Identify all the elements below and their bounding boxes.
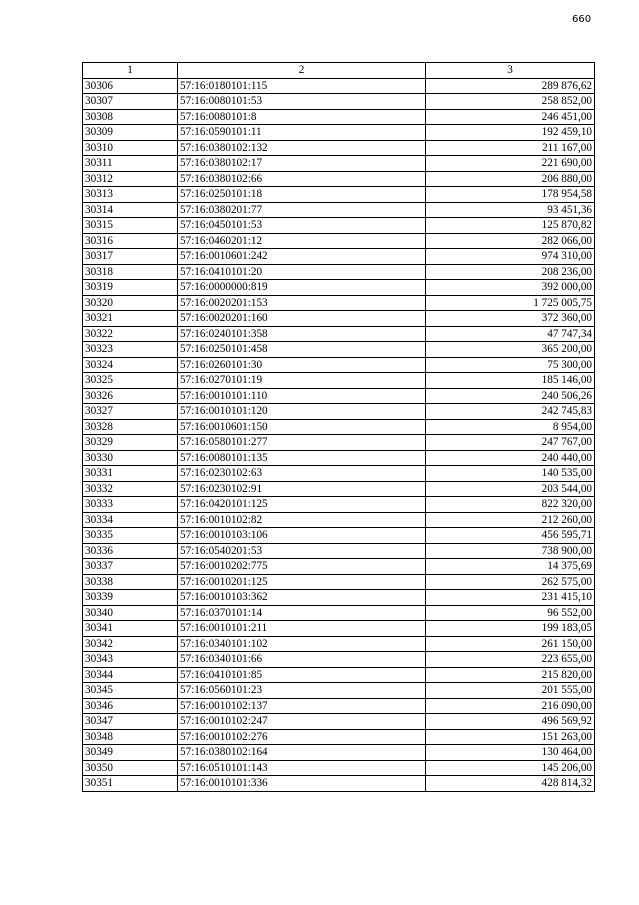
cadastral-number-cell: 57:16:0020201:160 [178, 311, 426, 327]
row-number-cell: 30308 [83, 109, 178, 125]
table-row [83, 249, 595, 265]
table-row [83, 109, 595, 125]
row-number-cell: 30346 [83, 698, 178, 714]
row-number-cell: 30337 [83, 559, 178, 575]
table-row [83, 745, 595, 761]
table-row [83, 280, 595, 296]
row-number-cell: 30350 [83, 760, 178, 776]
cadastral-number-cell: 57:16:0380201:77 [178, 202, 426, 218]
table-row [83, 528, 595, 544]
row-number-cell: 30316 [83, 233, 178, 249]
value-cell: 1 725 005,75 [426, 295, 595, 311]
cadastral-number-cell: 57:16:0000000:819 [178, 280, 426, 296]
cadastral-number-cell: 57:16:0380102:164 [178, 745, 426, 761]
row-number-cell: 30330 [83, 450, 178, 466]
cadastral-number-cell: 57:16:0420101:125 [178, 497, 426, 513]
row-number-cell: 30322 [83, 326, 178, 342]
cadastral-number-cell: 57:16:0010101:110 [178, 388, 426, 404]
cadastral-number-cell: 57:16:0010201:125 [178, 574, 426, 590]
value-cell: 822 320,00 [426, 497, 595, 513]
cadastral-number-cell: 57:16:0010102:276 [178, 729, 426, 745]
value-cell: 145 206,00 [426, 760, 595, 776]
table-row [83, 342, 595, 358]
cadastral-number-cell: 57:16:0010101:211 [178, 621, 426, 637]
value-cell: 151 263,00 [426, 729, 595, 745]
table-row [83, 776, 595, 792]
value-cell: 262 575,00 [426, 574, 595, 590]
value-cell: 392 000,00 [426, 280, 595, 296]
cadastral-number-cell: 57:16:0010102:82 [178, 512, 426, 528]
row-number-cell: 30338 [83, 574, 178, 590]
cadastral-number-cell: 57:16:0010601:150 [178, 419, 426, 435]
cadastral-number-cell: 57:16:0410101:20 [178, 264, 426, 280]
table-row [83, 218, 595, 234]
cadastral-number-cell: 57:16:0580101:277 [178, 435, 426, 451]
value-cell: 96 552,00 [426, 605, 595, 621]
table-row [83, 450, 595, 466]
table-row [83, 543, 595, 559]
table-row [83, 636, 595, 652]
value-cell: 216 090,00 [426, 698, 595, 714]
table-row [83, 605, 595, 621]
value-cell: 93 451,36 [426, 202, 595, 218]
row-number-cell: 30317 [83, 249, 178, 265]
row-number-cell: 30314 [83, 202, 178, 218]
row-number-cell: 30318 [83, 264, 178, 280]
cadastral-number-cell: 57:16:0230102:63 [178, 466, 426, 482]
table-row [83, 187, 595, 203]
cadastral-number-cell: 57:16:0260101:30 [178, 357, 426, 373]
value-cell: 192 459,10 [426, 125, 595, 141]
value-cell: 203 544,00 [426, 481, 595, 497]
row-number-cell: 30342 [83, 636, 178, 652]
value-cell: 246 451,00 [426, 109, 595, 125]
value-cell: 208 236,00 [426, 264, 595, 280]
row-number-cell: 30309 [83, 125, 178, 141]
value-cell: 8 954,00 [426, 419, 595, 435]
column-header-1: 1 [83, 63, 178, 79]
row-number-cell: 30306 [83, 78, 178, 94]
row-number-cell: 30348 [83, 729, 178, 745]
row-number-cell: 30334 [83, 512, 178, 528]
value-cell: 221 690,00 [426, 156, 595, 172]
table-row [83, 233, 595, 249]
table-row [83, 404, 595, 420]
table-row [83, 714, 595, 730]
cadastral-number-cell: 57:16:0010601:242 [178, 249, 426, 265]
value-cell: 456 595,71 [426, 528, 595, 544]
cadastral-number-cell: 57:16:0180101:115 [178, 78, 426, 94]
table-row [83, 125, 595, 141]
value-cell: 14 375,69 [426, 559, 595, 575]
table-row [83, 264, 595, 280]
table-row [83, 311, 595, 327]
table-row [83, 652, 595, 668]
cadastral-number-cell: 57:16:0380102:17 [178, 156, 426, 172]
row-number-cell: 30329 [83, 435, 178, 451]
row-number-cell: 30351 [83, 776, 178, 792]
row-number-cell: 30310 [83, 140, 178, 156]
cadastral-number-cell: 57:16:0250101:18 [178, 187, 426, 203]
cadastral-number-cell: 57:16:0270101:19 [178, 373, 426, 389]
table-row [83, 760, 595, 776]
cadastral-number-cell: 57:16:0450101:53 [178, 218, 426, 234]
value-cell: 496 569,92 [426, 714, 595, 730]
value-cell: 738 900,00 [426, 543, 595, 559]
value-cell: 282 066,00 [426, 233, 595, 249]
row-number-cell: 30331 [83, 466, 178, 482]
table-row [83, 373, 595, 389]
cadastral-number-cell: 57:16:0020201:153 [178, 295, 426, 311]
cadastral-number-cell: 57:16:0010103:362 [178, 590, 426, 606]
row-number-cell: 30335 [83, 528, 178, 544]
value-cell: 261 150,00 [426, 636, 595, 652]
row-number-cell: 30339 [83, 590, 178, 606]
value-cell: 212 260,00 [426, 512, 595, 528]
value-cell: 240 506,26 [426, 388, 595, 404]
value-cell: 201 555,00 [426, 683, 595, 699]
row-number-cell: 30343 [83, 652, 178, 668]
column-header-3: 3 [426, 63, 595, 79]
row-number-cell: 30347 [83, 714, 178, 730]
row-number-cell: 30349 [83, 745, 178, 761]
cadastral-number-cell: 57:16:0250101:458 [178, 342, 426, 358]
cadastral-number-cell: 57:16:0010103:106 [178, 528, 426, 544]
value-cell: 199 183,05 [426, 621, 595, 637]
value-cell: 974 310,00 [426, 249, 595, 265]
table-row [83, 621, 595, 637]
cadastral-number-cell: 57:16:0010202:775 [178, 559, 426, 575]
value-cell: 211 167,00 [426, 140, 595, 156]
row-number-cell: 30345 [83, 683, 178, 699]
cadastral-number-cell: 57:16:0560101:23 [178, 683, 426, 699]
table-row [83, 497, 595, 513]
value-cell: 178 954,58 [426, 187, 595, 203]
value-cell: 365 200,00 [426, 342, 595, 358]
cadastral-number-cell: 57:16:0590101:11 [178, 125, 426, 141]
value-cell: 75 300,00 [426, 357, 595, 373]
table-row [83, 683, 595, 699]
cadastral-number-cell: 57:16:0080101:53 [178, 94, 426, 110]
cadastral-number-cell: 57:16:0340101:66 [178, 652, 426, 668]
page-number: 660 [572, 14, 592, 25]
cadastral-number-cell: 57:16:0380102:132 [178, 140, 426, 156]
value-cell: 240 440,00 [426, 450, 595, 466]
cadastral-number-cell: 57:16:0230102:91 [178, 481, 426, 497]
value-cell: 130 464,00 [426, 745, 595, 761]
row-number-cell: 30326 [83, 388, 178, 404]
table-row [83, 295, 595, 311]
row-number-cell: 30340 [83, 605, 178, 621]
value-cell: 372 360,00 [426, 311, 595, 327]
table-row [83, 94, 595, 110]
cadastral-number-cell: 57:16:0460201:12 [178, 233, 426, 249]
column-header-2: 2 [178, 63, 426, 79]
row-number-cell: 30315 [83, 218, 178, 234]
value-cell: 125 870,82 [426, 218, 595, 234]
row-number-cell: 30327 [83, 404, 178, 420]
value-cell: 140 535,00 [426, 466, 595, 482]
row-number-cell: 30319 [83, 280, 178, 296]
table-row [83, 140, 595, 156]
row-number-cell: 30332 [83, 481, 178, 497]
value-cell: 185 146,00 [426, 373, 595, 389]
row-number-cell: 30312 [83, 171, 178, 187]
table-row [83, 559, 595, 575]
value-cell: 231 415,10 [426, 590, 595, 606]
row-number-cell: 30324 [83, 357, 178, 373]
table-row [83, 466, 595, 482]
table-row [83, 590, 595, 606]
value-cell: 428 814,32 [426, 776, 595, 792]
row-number-cell: 30328 [83, 419, 178, 435]
table-row [83, 78, 595, 94]
table-row [83, 729, 595, 745]
table-row [83, 419, 595, 435]
cadastral-number-cell: 57:16:0080101:8 [178, 109, 426, 125]
table-row [83, 435, 595, 451]
table-row [83, 481, 595, 497]
table-body [83, 78, 595, 791]
table-row [83, 698, 595, 714]
cadastral-number-cell: 57:16:0010101:336 [178, 776, 426, 792]
cadastral-number-cell: 57:16:0080101:135 [178, 450, 426, 466]
row-number-cell: 30336 [83, 543, 178, 559]
value-cell: 47 747,34 [426, 326, 595, 342]
table-row [83, 574, 595, 590]
value-cell: 223 655,00 [426, 652, 595, 668]
cadastral-number-cell: 57:16:0540201:53 [178, 543, 426, 559]
row-number-cell: 30325 [83, 373, 178, 389]
cadastral-number-cell: 57:16:0410101:85 [178, 667, 426, 683]
table-header-row [83, 63, 595, 79]
cadastral-number-cell: 57:16:0010101:120 [178, 404, 426, 420]
table-row [83, 357, 595, 373]
row-number-cell: 30344 [83, 667, 178, 683]
value-cell: 242 745,83 [426, 404, 595, 420]
cadastral-number-cell: 57:16:0240101:358 [178, 326, 426, 342]
value-cell: 289 876,62 [426, 78, 595, 94]
row-number-cell: 30313 [83, 187, 178, 203]
row-number-cell: 30323 [83, 342, 178, 358]
cadastral-number-cell: 57:16:0380102:66 [178, 171, 426, 187]
cadastral-number-cell: 57:16:0010102:247 [178, 714, 426, 730]
table-row [83, 202, 595, 218]
row-number-cell: 30320 [83, 295, 178, 311]
row-number-cell: 30333 [83, 497, 178, 513]
data-table [82, 62, 595, 792]
row-number-cell: 30307 [83, 94, 178, 110]
table-row [83, 388, 595, 404]
value-cell: 215 820,00 [426, 667, 595, 683]
table-row [83, 326, 595, 342]
row-number-cell: 30311 [83, 156, 178, 172]
value-cell: 258 852,00 [426, 94, 595, 110]
value-cell: 206 880,00 [426, 171, 595, 187]
table-row [83, 156, 595, 172]
cadastral-number-cell: 57:16:0370101:14 [178, 605, 426, 621]
cadastral-number-cell: 57:16:0510101:143 [178, 760, 426, 776]
table-row [83, 667, 595, 683]
table-row [83, 512, 595, 528]
value-cell: 247 767,00 [426, 435, 595, 451]
table-row [83, 171, 595, 187]
row-number-cell: 30321 [83, 311, 178, 327]
cadastral-number-cell: 57:16:0010102:137 [178, 698, 426, 714]
cadastral-number-cell: 57:16:0340101:102 [178, 636, 426, 652]
row-number-cell: 30341 [83, 621, 178, 637]
